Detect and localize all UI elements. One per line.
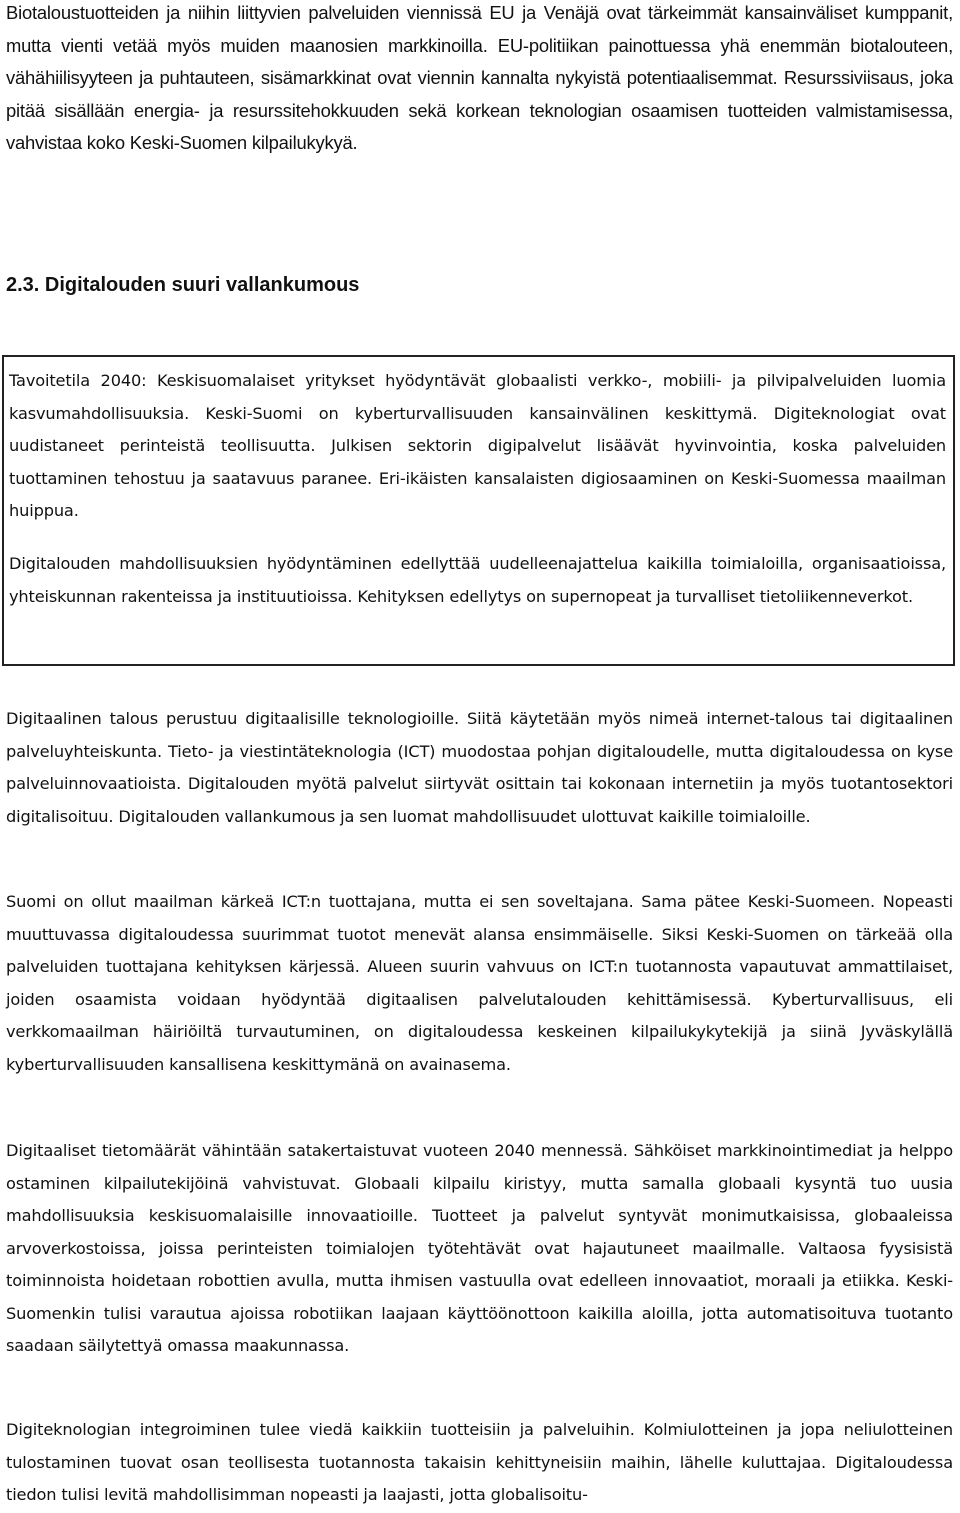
intro-paragraph-end: Resurssiviisaus, joka pitää sisällään energia- ja resurssitehokkuuden sekä korkean teknologian osaamisen tuotteiden valmistamisessa, vahvistaa koko Keski-Suomen kilpailukykyä.: [6, 67, 953, 153]
goal-state-box: [2, 355, 955, 666]
intro-paragraph-start: Biotaloustuotteiden ja niihin liittyvien palveluiden viennissä EU ja Venäjä ovat tärkeimmät kansainväliset kumppanit, mutta vienti vetää myös muiden maanosien markkinoilla. EU-politiikan painottuessa yhä enemmän biotalouteen, vähähiilisyyteen ja puhtauteen, sisämarkkinat ovat viennin kannalta nykyistä potentiaalisemmat.: [6, 2, 953, 88]
intro-paragraph: [6, 0, 953, 160]
section-heading: 2.3. Digitalouden suuri vallankumous: [6, 274, 360, 296]
goal-paragraph-1: Tavoitetila 2040: Keskisuomalaiset yritykset hyödyntävät globaalisti verkko-, mobiili- ja pilvipalveluiden luomia kasvumahdollisuuksia. Keski-Suomi on kyberturvallisuuden kansainvälinen keskittymä. Digiteknologiat ovat uudistaneet perinteistä teollisuutta. Julkisen sektorin digipalvelut lisäävät hyvinvointia, koska palveluiden tuottaminen tehostuu ja saatavuus paranee. Eri-ikäisten kansalaisten digiosaaminen on Keski-Suomessa maailman huippua.: [9, 371, 946, 520]
body-paragraph-2: Suomi on ollut maailman kärkeä ICT:n tuottajana, mutta ei sen soveltajana. Sama pätee Keski-Suomeen. Nopeasti muuttuvassa digitaloudessa suurimmat tuotot menevät alansa ensimmäiselle. Siksi Keski-Suomen on tärkeää olla palveluiden tuottajana kehityksen kärjessä. Alueen suurin vahvuus on ICT:n tuotannosta vapautuvat ammattilaiset, joiden osaamista voidaan hyödyntää digitaalisen palvelutalouden kehittämisessä. Kyberturvallisuus, eli verkkomaailman häiriöiltä turvautuminen, on digitaloudessa keskeinen kilpailukykytekijä ja siinä Jyväskylällä kyberturvallisuuden kansallisena keskittymänä on avainasema.: [6, 892, 953, 1074]
goal-paragraph-2: Digitalouden mahdollisuuksien hyödyntäminen edellyttää uudelleenajattelua kaikilla toimialoilla, organisaatioissa, yhteiskunnan rakenteissa ja instituutioissa. Kehityksen edellytys on supernopeat ja turvalliset tietoliikenneverkot.: [9, 554, 946, 606]
body-paragraph-3: Digitaaliset tietomäärät vähintään satakertaistuvat vuoteen 2040 mennessä. Sähköiset markkinointimediat ja helppo ostaminen kilpailutekijöinä vahvistuvat. Globaali kilpailu kiristyy, mutta samalla globaali kysyntä tuo uusia mahdollisuuksia keskisuomalaisille innovaatioille. Tuotteet ja palvelut syntyvät monimutkaisissa, globaaleissa arvoverkostoissa, joissa perinteisten toimialojen työtehtävät ovat hajautuneet maailmalle. Valtaosa fyysisistä toiminnoista hoidetaan robottien avulla, mutta ihmisen vastuulla ovat edelleen innovaatiot, moraali ja etiikka. Keski-Suomenkin tulisi varautua ajoissa robotiikan laajaan käyttöönottoon kaikilla aloilla, jotta automatisoituva tuotanto saadaan säilytettyä omassa maakunnassa.: [6, 1141, 953, 1355]
body-paragraph-4: Digiteknologian integroiminen tulee viedä kaikkiin tuotteisiin ja palveluihin. Kolmiulotteinen ja jopa neliulotteinen tulostaminen tuovat osan teollisesta tuotannosta takaisin kehittyneisiin maihin, lähelle kuluttajaa. Digitaloudessa tiedon tulisi levitä mahdollisimman nopeasti ja laajasti, jotta globalisoitu-: [6, 1420, 953, 1504]
body-paragraph-1: Digitaalinen talous perustuu digitaalisille teknologioille. Siitä käytetään myös nimeä internet-talous tai digitaalinen palveluyhteiskunta. Tieto- ja viestintäteknologia (ICT) muodostaa pohjan digitaloudelle, mutta digitaloudessa on kyse palveluinnovaatioista. Digitalouden myötä palvelut siirtyvät osittain tai kokonaan internetiin ja myös tuotantosektori digitalisoituu. Digitalouden vallankumous ja sen luomat mahdollisuudet ulottuvat kaikille toimialoille.: [6, 709, 953, 826]
